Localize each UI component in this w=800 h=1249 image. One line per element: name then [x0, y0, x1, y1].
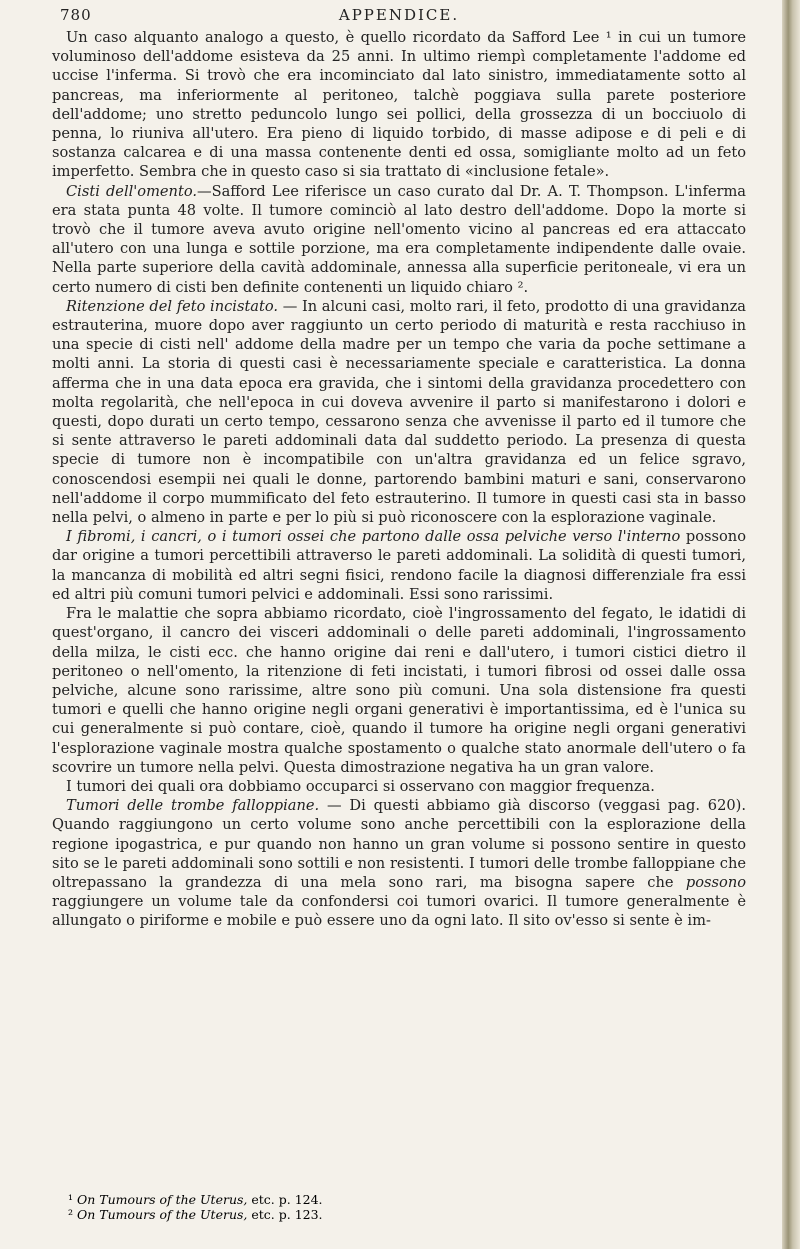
paragraph — [52, 604, 746, 777]
paragraph-text: raggiungere un volume tale da confondersi coi tumori ovarici. Il tumore generalmente è allungato o piriforme e mobile e può essere uno da ogni lato. Il sito ov'esso si sente è im- — [52, 893, 746, 930]
paragraph-text: — Di questi abbiamo già discorso (veggasi pag. 620). Quando raggiungono un certo volume sono anche percettibili con la esplorazione della regione ipogastrica, e pur quando non hanno un gran volume si possono sentire in questo sito se le pareti addominali sono sottili e non resistenti. I tumori delle trombe falloppiane che oltrepassano la grandezza di una mela sono rari, ma bisogna sapere che — [52, 797, 746, 891]
running-head: APPENDICE. — [338, 6, 460, 24]
footnote-title: On Tumours of the Uterus, — [77, 1207, 248, 1222]
footnote-mark: ² — [68, 1207, 74, 1222]
italic-text: Cisti dell'omento. — [66, 182, 197, 200]
paragraph — [52, 297, 746, 527]
footnote-mark: ¹ — [68, 1192, 74, 1207]
italic-text: possono — [685, 873, 746, 891]
paragraph-text: possono dar origine a tumori percettibili attraverso le pareti addominali. La solidità di questi tumori, la mancanza di mobilità ed altri segni fisici, rendono facile la diagnosi differenziale fra essi ed altri più comuni tumori pelvici e addominali. Essi sono rarissimi. — [52, 528, 746, 603]
italic-text: Tumori delle trombe falloppiane. — [66, 797, 320, 815]
footnote-title: On Tumours of the Uterus, — [77, 1192, 248, 1207]
italic-text: Ritenzione del feto incistato. — [66, 297, 279, 315]
paragraph-text: I tumori dei quali ora dobbiamo occuparci si osservano con maggior frequenza. — [66, 777, 655, 795]
paragraph — [52, 182, 746, 297]
paragraph — [52, 796, 746, 930]
paragraph-text: Fra le malattie che sopra abbiamo ricordato, cioè l'ingrossamento del fegato, le idatidi di quest'organo, il cancro dei visceri addominali o delle pareti addominali, l'ingrossamento della milza, le cisti ecc. che hanno origine dai reni e dall'utero, i tumori cistici dietro il peritoneo o nell'omento, la ritenzione di feti incistati, i tumori fibrosi od ossei dalle ossa pelviche, alcune sono rarissime, altre sono più comuni. Una sola distensione fra questi tumori e quelli che hanno origine negli organi generativi è importantissima, ed è l'unica su cui generalmente si può contare, cioè, quando il tumore ha origine negli organi generativi l'esplorazione vaginale mostra qualche spostamento o qualche stato anormale dell'utero o fa scovrire un tumore nella pelvi. Questa dimostrazione negativa ha un gran valore. — [52, 605, 746, 776]
body-text — [52, 28, 746, 931]
italic-text: I fibromi, i cancri, o i tumori ossei che partono dalle ossa pelviche verso l'interno — [66, 528, 681, 546]
paragraph — [52, 777, 746, 796]
paragraph-text: Un caso alquanto analogo a questo, è quello ricordato da Safford Lee ¹ in cui un tumore voluminoso dell'addome esisteva da 25 anni. In ultimo riempì completamente l'addome ed uccise l'inferma. Si trovò che era incominciato dal lato sinistro, immediatamente sotto al pancreas, ma inferiormente al peritoneo, talchè poggiava sulla parete posteriore dell'addome; uno stretto peduncolo lungo sei pollici, della grossezza di un bocciuolo di penna, lo riuniva all'utero. Era pieno di liquido torbido, di masse adipose e di peli e di sostanza calcarea e di una massa contenente denti ed ossa, somigliante molto ad un feto imperfetto. Sembra che in questo caso si sia trattato di «inclusione fetale». — [52, 29, 746, 181]
page-number: 780 — [60, 6, 92, 24]
page-edge-shadow — [782, 0, 800, 1249]
paragraph-text: — In alcuni casi, molto rari, il feto, prodotto di una gravidanza estrauterina, muore dopo aver raggiunto un certo periodo di maturità e resta racchiuso in una specie di cisti nell' addome della madre per un tempo che varia da poche settimane a molti anni. La storia di questi casi è necessariamente speciale e caratteristica. La donna afferma che in una data epoca era gravida, che i sintomi della gravidanza procedettero con molta regolarità, che nell'epoca in cui doveva avvenire il parto si manifestarono i dolori e questi, dopo durati un certo tempo, cessarono senza che avvenisse il parto ed il tumore che si sente attraverso le pareti addominali data dal suddetto periodo. La presenza di questa specie di tumore non è incompatibile con un'altra gravidanza ed un felice sgravo, conoscendosi esempii nei quali le donne, partorendo bambini maturi e sani, conservarono nell'addome il corpo mummificato del feto estrauterino. Il tumore in questi casi sta in basso nella pelvi, o almeno in parte e per lo più si può riconoscere con la esplorazione vaginale. — [52, 297, 746, 527]
footnote-ref: etc. p. 123. — [247, 1207, 323, 1222]
footnote — [52, 1192, 764, 1207]
footnotes — [52, 1192, 764, 1222]
paragraph — [52, 527, 746, 604]
paragraph-text: —Safford Lee riferisce un caso curato dal Dr. A. T. Thompson. L'inferma era stata punta 48 volte. Il tumore cominciò al lato destro dell'addome. Dopo la morte si trovò che il tumore aveva avuto origine nell'omento vicino al pancreas ed era attaccato all'utero con una lunga e sottile porzione, ma era completamente indipendente dalle ovaie. Nella parte superiore della cavità addominale, annessa alla superficie peritoneale, vi era un certo numero di cisti ben definite contenenti un liquido chiaro ². — [52, 182, 747, 296]
page-header — [52, 6, 746, 28]
footnote-ref: etc. p. 124. — [247, 1192, 323, 1207]
paragraph — [52, 28, 746, 182]
footnote — [52, 1207, 764, 1222]
